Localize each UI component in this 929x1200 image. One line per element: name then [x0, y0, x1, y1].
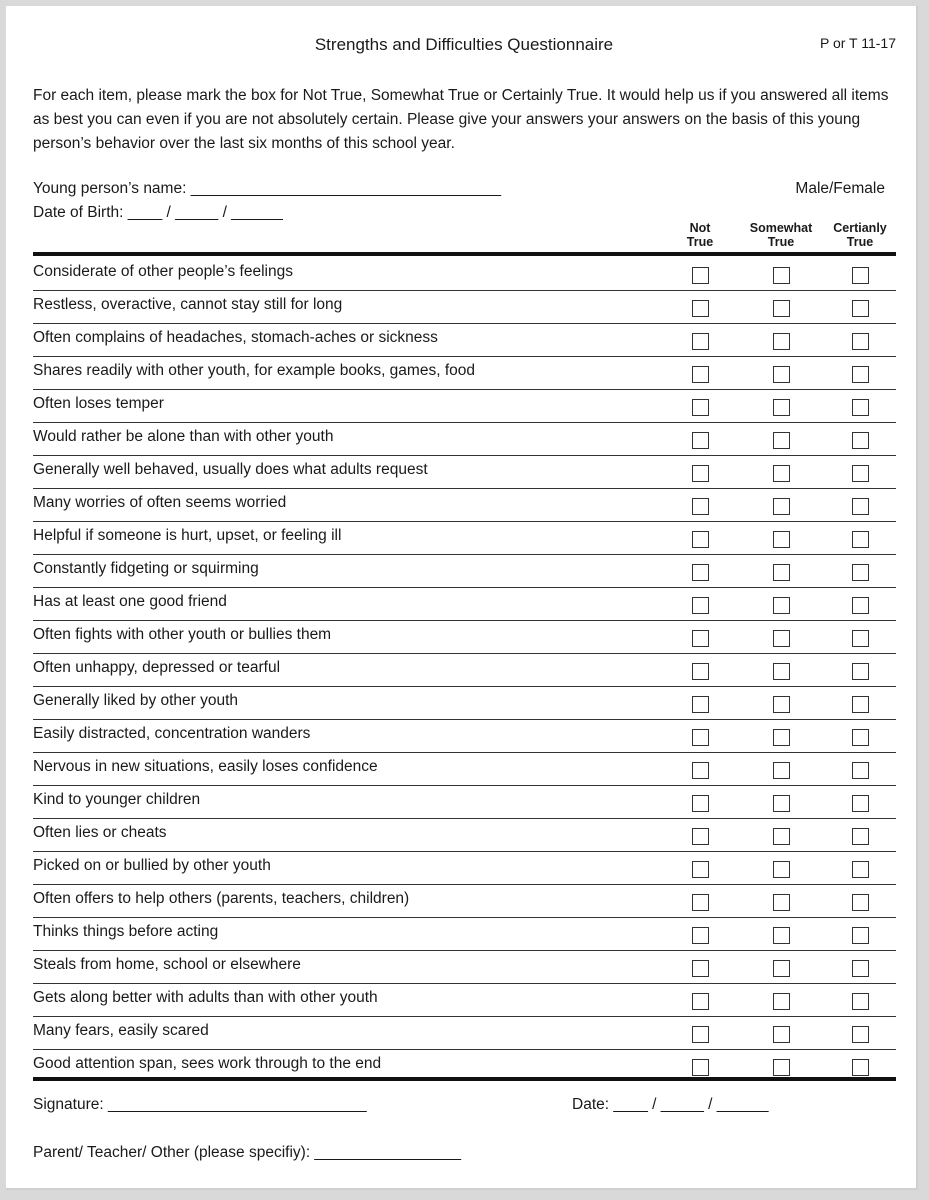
certainly-true-checkbox[interactable]	[852, 993, 869, 1010]
table-row	[33, 522, 896, 555]
somewhat-true-checkbox[interactable]	[773, 300, 790, 317]
not-true-checkbox[interactable]	[692, 894, 709, 911]
date-of-birth-field[interactable]: Date of Birth: ____ / _____ / ______	[33, 204, 283, 221]
item-text: Often offers to help others (parents, teachers, children)	[33, 890, 410, 907]
certainly-true-checkbox[interactable]	[852, 333, 869, 350]
somewhat-true-checkbox[interactable]	[773, 399, 790, 416]
item-text: Kind to younger children	[33, 791, 201, 808]
somewhat-true-checkbox[interactable]	[773, 630, 790, 647]
somewhat-true-checkbox[interactable]	[773, 1059, 790, 1076]
table-row	[33, 753, 896, 786]
item-text: Often fights with other youth or bullies them	[33, 626, 332, 643]
not-true-checkbox[interactable]	[692, 1026, 709, 1043]
instructions-text: For each item, please mark the box for Not True, Somewhat True or Certainly True. It would help us if you answered all items as best you can even if you are not absolutely certain. Please give your answers your answers on the basis of this young person’s behavior over the last six months of this school year.	[33, 87, 889, 152]
not-true-checkbox[interactable]	[692, 828, 709, 845]
certainly-true-checkbox[interactable]	[852, 399, 869, 416]
not-true-checkbox[interactable]	[692, 597, 709, 614]
questionnaire-page	[6, 6, 918, 1190]
item-text: Generally liked by other youth	[33, 692, 239, 709]
item-text: Has at least one good friend	[33, 593, 227, 610]
table-row	[33, 687, 896, 720]
respondent-type-field[interactable]: Parent/ Teacher/ Other (please specifiy): _________________	[33, 1144, 461, 1161]
certainly-true-checkbox[interactable]	[852, 1026, 869, 1043]
column-header-line: True	[686, 235, 714, 249]
somewhat-true-checkbox[interactable]	[773, 366, 790, 383]
not-true-checkbox[interactable]	[692, 861, 709, 878]
table-row	[33, 720, 896, 753]
item-text: Would rather be alone than with other youth	[33, 428, 334, 445]
item-text: Steals from home, school or elsewhere	[33, 956, 301, 973]
item-text: Gets along better with adults than with other youth	[33, 989, 378, 1006]
not-true-checkbox[interactable]	[692, 300, 709, 317]
not-true-checkbox[interactable]	[692, 399, 709, 416]
certainly-true-checkbox[interactable]	[852, 597, 869, 614]
not-true-checkbox[interactable]	[692, 531, 709, 548]
not-true-checkbox[interactable]	[692, 663, 709, 680]
table-row	[33, 258, 896, 291]
certainly-true-checkbox[interactable]	[852, 663, 869, 680]
item-text: Shares readily with other youth, for example books, games, food	[33, 362, 475, 379]
certainly-true-checkbox[interactable]	[852, 630, 869, 647]
items-table	[33, 258, 896, 1082]
certainly-true-checkbox[interactable]	[852, 861, 869, 878]
not-true-checkbox[interactable]	[692, 630, 709, 647]
somewhat-true-checkbox[interactable]	[773, 894, 790, 911]
somewhat-true-checkbox[interactable]	[773, 663, 790, 680]
table-row	[33, 852, 896, 885]
not-true-checkbox[interactable]	[692, 696, 709, 713]
somewhat-true-checkbox[interactable]	[773, 762, 790, 779]
not-true-checkbox[interactable]	[692, 729, 709, 746]
item-text: Often lies or cheats	[33, 824, 167, 841]
column-header-line: Somewhat	[749, 221, 813, 235]
somewhat-true-checkbox[interactable]	[773, 828, 790, 845]
column-header-line: Not	[689, 221, 711, 235]
somewhat-true-checkbox[interactable]	[773, 432, 790, 449]
item-text: Constantly fidgeting or squirming	[33, 560, 259, 577]
certainly-true-checkbox[interactable]	[852, 498, 869, 515]
column-header-line: True	[846, 235, 874, 249]
item-text: Often loses temper	[33, 395, 164, 412]
page-title: Strengths and Difficulties Questionnaire	[314, 35, 614, 54]
somewhat-true-checkbox[interactable]	[773, 1026, 790, 1043]
table-row	[33, 984, 896, 1017]
certainly-true-checkbox[interactable]	[852, 795, 869, 812]
item-text: Good attention span, sees work through to the end	[33, 1055, 382, 1072]
item-text: Restless, overactive, cannot stay still for long	[33, 296, 343, 313]
item-text: Thinks things before acting	[33, 923, 219, 940]
item-text: Helpful if someone is hurt, upset, or feeling ill	[33, 527, 342, 544]
date-field[interactable]: Date: ____ / _____ / ______	[572, 1096, 769, 1113]
item-text: Considerate of other people’s feelings	[33, 263, 293, 280]
certainly-true-checkbox[interactable]	[852, 531, 869, 548]
table-row	[33, 621, 896, 654]
not-true-checkbox[interactable]	[692, 1059, 709, 1076]
certainly-true-checkbox[interactable]	[852, 927, 869, 944]
somewhat-true-checkbox[interactable]	[773, 267, 790, 284]
item-text: Often unhappy, depressed or tearful	[33, 659, 281, 676]
certainly-true-checkbox[interactable]	[852, 366, 869, 383]
somewhat-true-checkbox[interactable]	[773, 597, 790, 614]
certainly-true-checkbox[interactable]	[852, 564, 869, 581]
column-header-not-true	[674, 221, 726, 249]
item-text: Many fears, easily scared	[33, 1022, 209, 1039]
certainly-true-checkbox[interactable]	[852, 465, 869, 482]
certainly-true-checkbox[interactable]	[852, 828, 869, 845]
not-true-checkbox[interactable]	[692, 960, 709, 977]
item-text: Easily distracted, concentration wanders	[33, 725, 311, 742]
certainly-true-checkbox[interactable]	[852, 729, 869, 746]
somewhat-true-checkbox[interactable]	[773, 993, 790, 1010]
somewhat-true-checkbox[interactable]	[773, 861, 790, 878]
certainly-true-checkbox[interactable]	[852, 894, 869, 911]
table-row	[33, 489, 896, 522]
not-true-checkbox[interactable]	[692, 333, 709, 350]
column-header-line: Certianly	[833, 221, 887, 235]
table-row	[33, 423, 896, 456]
gender-field[interactable]: Male/Female	[795, 180, 885, 197]
not-true-checkbox[interactable]	[692, 366, 709, 383]
table-row	[33, 786, 896, 819]
table-row	[33, 1017, 896, 1050]
somewhat-true-checkbox[interactable]	[773, 564, 790, 581]
table-row	[33, 291, 896, 324]
item-text: Generally well behaved, usually does what adults request	[33, 461, 428, 478]
certainly-true-checkbox[interactable]	[852, 1059, 869, 1076]
table-row	[33, 324, 896, 357]
table-row	[33, 654, 896, 687]
somewhat-true-checkbox[interactable]	[773, 333, 790, 350]
table-row	[33, 456, 896, 489]
item-text: Nervous in new situations, easily loses confidence	[33, 758, 378, 775]
not-true-checkbox[interactable]	[692, 993, 709, 1010]
table-row	[33, 588, 896, 621]
table-row	[33, 555, 896, 588]
certainly-true-checkbox[interactable]	[852, 696, 869, 713]
somewhat-true-checkbox[interactable]	[773, 927, 790, 944]
not-true-checkbox[interactable]	[692, 795, 709, 812]
not-true-checkbox[interactable]	[692, 927, 709, 944]
table-bottom-rule	[33, 1077, 896, 1081]
item-text: Picked on or bullied by other youth	[33, 857, 271, 874]
certainly-true-checkbox[interactable]	[852, 432, 869, 449]
table-row	[33, 819, 896, 852]
certainly-true-checkbox[interactable]	[852, 762, 869, 779]
not-true-checkbox[interactable]	[692, 267, 709, 284]
certainly-true-checkbox[interactable]	[852, 960, 869, 977]
somewhat-true-checkbox[interactable]	[773, 531, 790, 548]
not-true-checkbox[interactable]	[692, 762, 709, 779]
not-true-checkbox[interactable]	[692, 564, 709, 581]
form-code: P or T 11-17	[819, 35, 896, 51]
not-true-checkbox[interactable]	[692, 498, 709, 515]
column-header-line: True	[767, 235, 795, 249]
signature-field[interactable]: Signature: ______________________________	[33, 1096, 367, 1113]
certainly-true-checkbox[interactable]	[852, 300, 869, 317]
item-text: Many worries of often seems worried	[33, 494, 287, 511]
somewhat-true-checkbox[interactable]	[773, 696, 790, 713]
table-row	[33, 951, 896, 984]
table-row	[33, 918, 896, 951]
table-row	[33, 357, 896, 390]
column-header-somewhat-true	[743, 221, 819, 249]
table-top-rule	[33, 252, 896, 256]
somewhat-true-checkbox[interactable]	[773, 498, 790, 515]
somewhat-true-checkbox[interactable]	[773, 795, 790, 812]
item-text: Often complains of headaches, stomach-aches or sickness	[33, 329, 438, 346]
column-header-certainly-true	[824, 221, 896, 249]
not-true-checkbox[interactable]	[692, 465, 709, 482]
somewhat-true-checkbox[interactable]	[773, 465, 790, 482]
somewhat-true-checkbox[interactable]	[773, 960, 790, 977]
somewhat-true-checkbox[interactable]	[773, 729, 790, 746]
certainly-true-checkbox[interactable]	[852, 267, 869, 284]
table-row	[33, 885, 896, 918]
not-true-checkbox[interactable]	[692, 432, 709, 449]
table-row	[33, 390, 896, 423]
young-person-name-field[interactable]: Young person’s name: ____________________________________	[33, 180, 502, 197]
